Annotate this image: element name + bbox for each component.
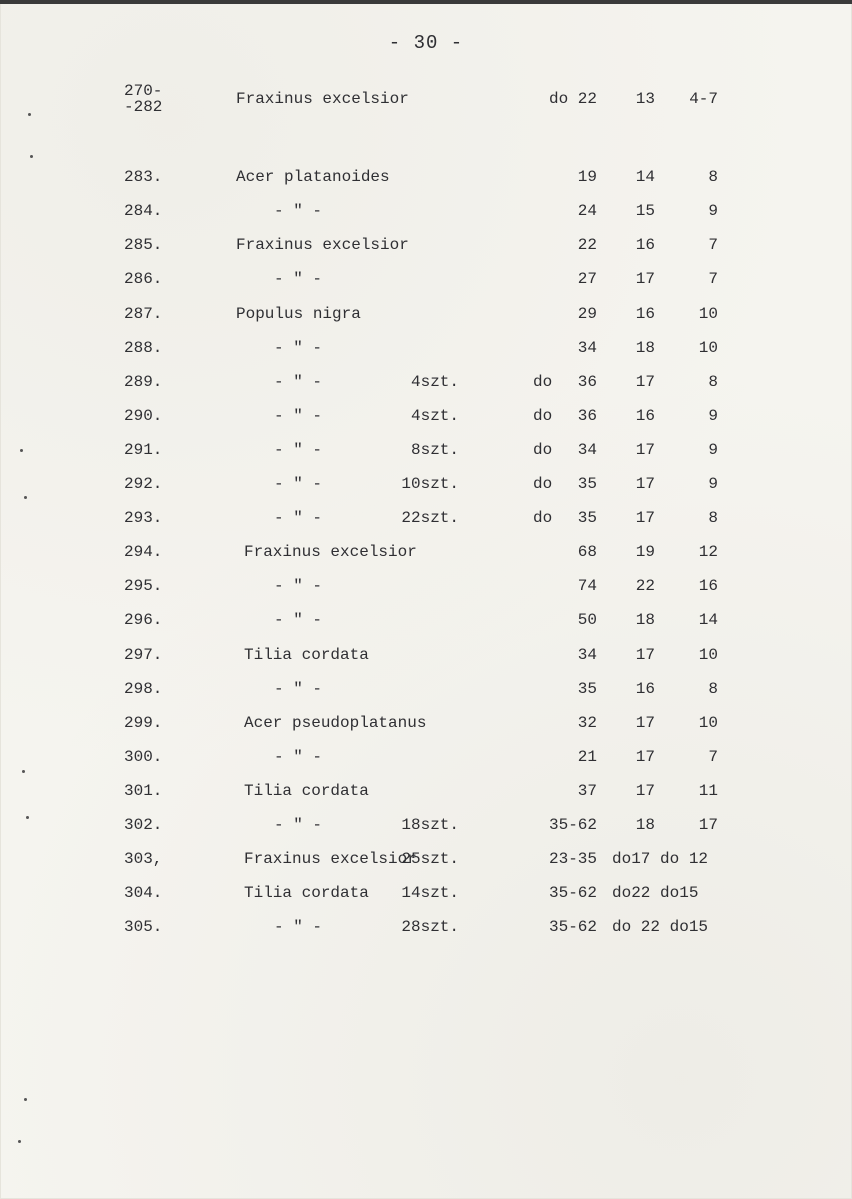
table-row: [0, 440, 852, 470]
table-row: [0, 610, 852, 640]
ditto-mark: - " -: [274, 270, 323, 288]
ditto-mark: - " -: [274, 373, 323, 391]
table-row: [0, 679, 852, 709]
table-row: [0, 269, 852, 299]
value-diameter: 74: [577, 577, 597, 595]
species-name: Fraxinus excelsior: [244, 850, 417, 868]
value-combined: do17 do 12: [612, 850, 709, 868]
table-row: [0, 542, 852, 572]
value-diameter: 19: [577, 168, 597, 186]
species-name: Populus nigra: [236, 305, 361, 323]
tree-count: 10szt.: [401, 475, 459, 493]
value-height: 16: [635, 305, 655, 323]
page-number: - 30 -: [388, 32, 464, 54]
value-crown: 16: [698, 577, 718, 595]
table-row: [0, 82, 852, 119]
value-crown: 10: [698, 339, 718, 357]
table-row: [0, 406, 852, 436]
value-height: 16: [635, 407, 655, 425]
tree-count: 4szt.: [410, 407, 459, 425]
value-diameter: 35: [577, 475, 597, 493]
value-diameter: 35-62: [548, 884, 597, 902]
value-prefix: do: [533, 407, 553, 425]
row-number: 288.: [124, 339, 163, 357]
row-number: 286.: [124, 270, 163, 288]
value-diameter: 37: [577, 782, 597, 800]
table-row: [0, 167, 852, 197]
value-crown: 9: [708, 202, 718, 220]
value-diameter: 34: [577, 339, 597, 357]
ditto-mark: - " -: [274, 339, 323, 357]
row-number: 293.: [124, 509, 163, 527]
species-name: Acer pseudoplatanus: [244, 714, 427, 732]
row-number: 284.: [124, 202, 163, 220]
row-number: 299.: [124, 714, 163, 732]
tree-count: 14szt.: [401, 884, 459, 902]
value-height: 17: [635, 475, 655, 493]
value-height: 17: [635, 441, 655, 459]
ditto-mark: - " -: [274, 748, 323, 766]
value-diameter: 34: [577, 441, 597, 459]
value-crown: 7: [708, 236, 718, 254]
row-number: 289.: [124, 373, 163, 391]
tree-count: 25szt.: [401, 850, 459, 868]
value-crown: 9: [708, 441, 718, 459]
value-diameter: 50: [577, 611, 597, 629]
value-crown: 8: [708, 373, 718, 391]
scan-speck: [20, 449, 23, 452]
row-number: 296.: [124, 611, 163, 629]
value-diameter: 23-35: [548, 850, 597, 868]
species-name: Tilia cordata: [244, 646, 369, 664]
value-prefix: do: [533, 441, 553, 459]
scan-speck: [18, 1140, 21, 1143]
table-row: [0, 201, 852, 231]
species-name: Fraxinus excelsior: [236, 90, 409, 108]
value-height: 16: [635, 680, 655, 698]
value-height: 17: [635, 509, 655, 527]
value-diameter: 35-62: [548, 816, 597, 834]
value-combined: do22 do15: [612, 884, 699, 902]
value-prefix: do: [533, 373, 553, 391]
value-height: 17: [635, 714, 655, 732]
table-row: [0, 747, 852, 777]
value-crown: 10: [698, 714, 718, 732]
value-height: 13: [635, 90, 655, 108]
tree-count: 4szt.: [410, 373, 459, 391]
scan-speck: [26, 816, 29, 819]
value-prefix: do: [533, 475, 553, 493]
value-height: 19: [635, 543, 655, 561]
value-height: 16: [635, 236, 655, 254]
table-row: [0, 474, 852, 504]
value-height: 14: [635, 168, 655, 186]
row-number: 283.: [124, 168, 163, 186]
row-number: 292.: [124, 475, 163, 493]
value-crown: 7: [708, 748, 718, 766]
ditto-mark: - " -: [274, 509, 323, 527]
value-crown: 9: [708, 475, 718, 493]
value-combined: do 22 do15: [612, 918, 709, 936]
value-crown: 8: [708, 168, 718, 186]
row-number: 291.: [124, 441, 163, 459]
value-diameter: 36: [577, 373, 597, 391]
value-crown: 11: [698, 782, 718, 800]
species-name: Tilia cordata: [244, 782, 369, 800]
row-number: 295.: [124, 577, 163, 595]
value-diameter: 35: [577, 680, 597, 698]
table-row: [0, 815, 852, 845]
value-prefix: do: [533, 509, 553, 527]
table-row: [0, 576, 852, 606]
value-diameter: 22: [577, 236, 597, 254]
ditto-mark: - " -: [274, 577, 323, 595]
species-name: Fraxinus excelsior: [244, 543, 417, 561]
tree-count: 18szt.: [401, 816, 459, 834]
row-number: 301.: [124, 782, 163, 800]
species-name: Tilia cordata: [244, 884, 369, 902]
value-diameter: 24: [577, 202, 597, 220]
row-number: 287.: [124, 305, 163, 323]
row-number: 305.: [124, 918, 163, 936]
scan-speck: [24, 496, 27, 499]
ditto-mark: - " -: [274, 475, 323, 493]
value-height: 15: [635, 202, 655, 220]
value-height: 17: [635, 270, 655, 288]
row-number: 297.: [124, 646, 163, 664]
table-row: [0, 338, 852, 368]
value-height: 18: [635, 339, 655, 357]
value-diameter: 35: [577, 509, 597, 527]
tree-count: 22szt.: [401, 509, 459, 527]
value-height: 22: [635, 577, 655, 595]
value-height: 17: [635, 646, 655, 664]
scan-speck: [22, 770, 25, 773]
species-name: Fraxinus excelsior: [236, 236, 409, 254]
value-diameter: 34: [577, 646, 597, 664]
row-number: 304.: [124, 884, 163, 902]
value-crown: 14: [698, 611, 718, 629]
value-crown: 10: [698, 305, 718, 323]
value-diameter: 21: [577, 748, 597, 766]
value-diameter: 68: [577, 543, 597, 561]
row-number: 285.: [124, 236, 163, 254]
ditto-mark: - " -: [274, 202, 323, 220]
row-number: 270- -282: [124, 82, 163, 116]
row-number: 302.: [124, 816, 163, 834]
table-row: [0, 508, 852, 538]
species-name: Acer platanoides: [236, 168, 390, 186]
row-number: 303,: [124, 850, 163, 868]
value-crown: 8: [708, 680, 718, 698]
table-row: [0, 781, 852, 811]
value-crown: 10: [698, 646, 718, 664]
row-number: 298.: [124, 680, 163, 698]
table-row: [0, 372, 852, 402]
value-diameter: 32: [577, 714, 597, 732]
value-height: 17: [635, 782, 655, 800]
scan-speck: [24, 1098, 27, 1101]
value-crown: 17: [698, 816, 718, 834]
table-row: [0, 849, 852, 879]
table-row: [0, 917, 852, 947]
value-crown: 12: [698, 543, 718, 561]
value-crown: 9: [708, 407, 718, 425]
value-crown: 4-7: [689, 90, 718, 108]
table-row: [0, 883, 852, 913]
value-height: 17: [635, 748, 655, 766]
value-diameter: 36: [577, 407, 597, 425]
value-crown: 8: [708, 509, 718, 527]
row-number: 300.: [124, 748, 163, 766]
value-height: 17: [635, 373, 655, 391]
scan-speck: [30, 155, 33, 158]
table-row: [0, 645, 852, 675]
ditto-mark: - " -: [274, 816, 323, 834]
tree-count: 8szt.: [410, 441, 459, 459]
value-diameter: do 22: [548, 90, 597, 108]
tree-count: 28szt.: [401, 918, 459, 936]
value-diameter: 35-62: [548, 918, 597, 936]
ditto-mark: - " -: [274, 407, 323, 425]
row-number: 290.: [124, 407, 163, 425]
ditto-mark: - " -: [274, 441, 323, 459]
table-row: [0, 235, 852, 265]
table-row: [0, 713, 852, 743]
row-number: 294.: [124, 543, 163, 561]
value-height: 18: [635, 816, 655, 834]
table-row: [0, 304, 852, 334]
ditto-mark: - " -: [274, 611, 323, 629]
ditto-mark: - " -: [274, 918, 323, 936]
ditto-mark: - " -: [274, 680, 323, 698]
value-diameter: 27: [577, 270, 597, 288]
scan-speck: [28, 113, 31, 116]
value-height: 18: [635, 611, 655, 629]
value-diameter: 29: [577, 305, 597, 323]
value-crown: 7: [708, 270, 718, 288]
